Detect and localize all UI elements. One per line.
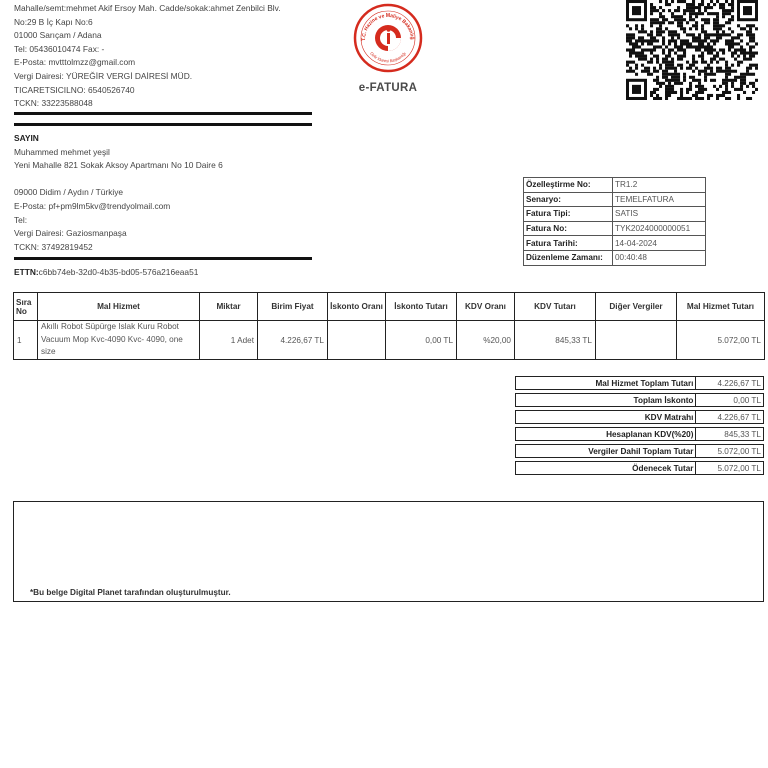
note-text: *Bu belge Digital Planet tarafından oluşturulmuştur. xyxy=(30,588,231,597)
info-value: 00:40:48 xyxy=(613,250,706,265)
logo-arc-text: T.C. Hazine ve Maliye Bakanlığ xyxy=(360,13,416,42)
note-box xyxy=(13,501,764,602)
totals-label: Ödenecek Tutar xyxy=(515,461,695,475)
col-header-discount-amount: İskonto Tutarı xyxy=(386,293,457,321)
totals-value: 0,00 TL xyxy=(695,393,764,407)
info-label: Düzenleme Zamanı: xyxy=(524,250,613,265)
buyer-blank xyxy=(14,173,334,187)
totals-label: Mal Hizmet Toplam Tutarı xyxy=(515,376,695,390)
gib-logo xyxy=(352,2,424,74)
totals-value: 4.226,67 TL xyxy=(695,376,764,390)
document-type: e-FATURA xyxy=(358,82,418,94)
cell-description: Akıllı Robot Süpürge Islak Kuru Robot Vacuum Mop Kvc-4090 Kvc- 4090, one size xyxy=(38,321,200,360)
info-label: Senaryo: xyxy=(524,192,613,207)
buyer-name: Muhammed mehmet yeşil xyxy=(14,146,110,157)
logo-bottom-text: Gelir İdaresi Başkanlığı xyxy=(369,50,407,64)
seller-email: E-Posta: mvtttolmzz@gmail.com xyxy=(14,57,136,68)
buyer-heading: SAYIN xyxy=(14,133,39,143)
col-header-item: Mal Hizmet xyxy=(38,293,200,321)
cell-line-total: 5.072,00 TL xyxy=(677,321,765,360)
totals-table xyxy=(515,373,764,478)
info-row xyxy=(524,236,706,251)
buyer-address: Yeni Mahalle 821 Sokak Aksoy Apartmanı No 10 Daire 6 xyxy=(14,160,223,171)
ettn xyxy=(14,267,198,277)
info-value: TR1.2 xyxy=(613,178,706,193)
seller-trade-registry: TICARETSICILNO: 6540526740 xyxy=(14,84,135,95)
cell-discount-amount: 0,00 TL xyxy=(386,321,457,360)
info-label: Fatura No: xyxy=(524,221,613,236)
info-value: TEMELFATURA xyxy=(613,192,706,207)
buyer-phone: Tel: xyxy=(14,214,28,225)
cell-quantity: 1 Adet xyxy=(200,321,258,360)
totals-row xyxy=(515,461,764,475)
totals-row xyxy=(515,376,764,390)
buyer-email: E-Posta: pf+pm9lm5kv@trendyolmail.com xyxy=(14,200,171,211)
totals-value: 5.072,00 TL xyxy=(695,461,764,475)
seller-tax-office: Vergi Dairesi: YÜREĞİR VERGİ DAİRESİ MÜD. xyxy=(14,70,193,81)
totals-row xyxy=(515,393,764,407)
info-row xyxy=(524,207,706,222)
totals-label: Vergiler Dahil Toplam Tutar xyxy=(515,444,695,458)
cell-unit-price: 4.226,67 TL xyxy=(258,321,328,360)
totals-label: KDV Matrahı xyxy=(515,410,695,424)
totals-value: 5.072,00 TL xyxy=(695,444,764,458)
info-row xyxy=(524,192,706,207)
col-header-vat-amount: KDV Tutarı xyxy=(515,293,596,321)
info-row xyxy=(524,250,706,265)
info-label: Fatura Tarihi: xyxy=(524,236,613,251)
divider xyxy=(14,112,312,115)
col-header-vat-rate: KDV Oranı xyxy=(457,293,515,321)
ettn-label: ETTN: xyxy=(14,267,39,277)
seller-address-line1: Mahalle/semt:mehmet Akif Ersoy Mah. Cadde/sokak:ahmet Zenbilci Blv. xyxy=(14,3,281,13)
totals-row xyxy=(515,410,764,424)
info-label: Fatura Tipi: xyxy=(524,207,613,222)
seller-tckn: TCKN: 33223588048 xyxy=(14,98,93,109)
invoice-info-table xyxy=(523,177,706,266)
seller-city: 01000 Sarıçam / Adana xyxy=(14,30,102,41)
cell-vat-amount: 845,33 TL xyxy=(515,321,596,360)
divider xyxy=(14,123,312,126)
divider xyxy=(14,257,312,260)
totals-row xyxy=(515,444,764,458)
info-value: 14-04-2024 xyxy=(613,236,706,251)
totals-value: 845,33 TL xyxy=(695,427,764,441)
seller-address-line2: No:29 B İç Kapı No:6 xyxy=(14,16,93,27)
buyer-info xyxy=(14,132,334,254)
info-row xyxy=(524,178,706,193)
cell-vat-rate: %20,00 xyxy=(457,321,515,360)
col-header-discount-rate: İskonto Oranı xyxy=(328,293,386,321)
buyer-tax-office: Vergi Dairesi: Gaziosmanpaşa xyxy=(14,228,127,239)
col-header-other-taxes: Diğer Vergiler xyxy=(596,293,677,321)
buyer-city: 09000 Didim / Aydın / Türkiye xyxy=(14,187,124,198)
qr-code xyxy=(626,0,758,100)
seller-info xyxy=(14,2,314,111)
totals-row xyxy=(515,427,764,441)
totals-value: 4.226,67 TL xyxy=(695,410,764,424)
totals-label: Toplam İskonto xyxy=(515,393,695,407)
col-header-quantity: Miktar xyxy=(200,293,258,321)
col-header-no: Sıra No xyxy=(14,293,38,321)
col-header-line-total: Mal Hizmet Tutarı xyxy=(677,293,765,321)
info-value: TYK2024000000051 xyxy=(613,221,706,236)
totals-label: Hesaplanan KDV(%20) xyxy=(515,427,695,441)
buyer-tckn: TCKN: 37492819452 xyxy=(14,241,93,252)
seller-phone: Tel: 05436010474 Fax: - xyxy=(14,43,105,54)
items-table xyxy=(13,292,765,360)
cell-other-taxes xyxy=(596,321,677,360)
cell-discount-rate xyxy=(328,321,386,360)
table-row xyxy=(14,321,765,360)
items-header-row xyxy=(14,293,765,321)
col-header-unit-price: Birim Fiyat xyxy=(258,293,328,321)
info-row xyxy=(524,221,706,236)
cell-no: 1 xyxy=(14,321,38,360)
info-label: Özelleştirme No: xyxy=(524,178,613,193)
info-value: SATIS xyxy=(613,207,706,222)
ettn-value: c6bb74eb-32d0-4b35-bd05-576a216eaa51 xyxy=(38,267,199,277)
